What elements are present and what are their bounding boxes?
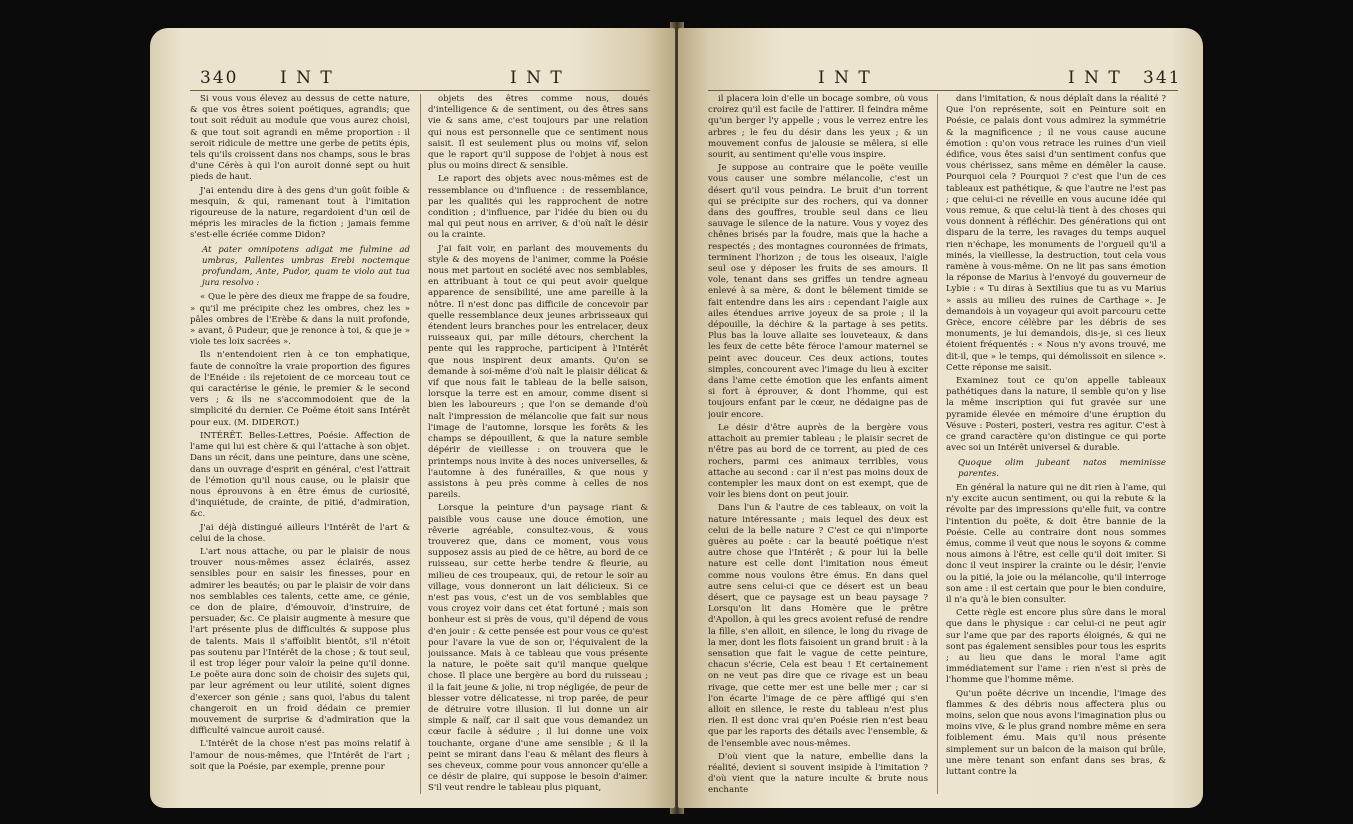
paragraph: objets des êtres comme nous, doués d'intelligence & de sentiment, ou des êtres sans vie & sans ame, c'est toujours par une relation qui nous est personnelle que ce sentiment nous saisit. Il est seulement plus ou moins vif, selon que le raport qu'il suppose de l'objet à nous est plus ou moins direct & sensible.: [428, 94, 648, 172]
left-column-2: [428, 94, 648, 794]
running-head-right-2: I N T: [1068, 68, 1122, 88]
column-divider-left: [420, 94, 421, 794]
paragraph: INTÉRÊT. Belles-Lettres, Poésie. Affection de l'ame qui lui est chère & qui l'attache à son objet. Dans un récit, dans une peinture, dans une scène, dans un ouvrage d'esprit en général, c'est l'attrait de l'émotion qu'il nous cause, ou le plaisir que nous éprouvons à en être émus de curiosité, d'inquiétude, de crainte, de pitié, d'admiration, &c.: [190, 430, 410, 520]
paragraph: Le désir d'être auprès de la bergère vous attachoit au premier tableau ; le plaisir secret de n'être pas au bord de ce torrent, au pied de ces rochers, parmi ces animaux terribles, vous attache au second : car il n'est pas moins doux de contempler les maux dont on est exempt, que de voir les biens dont on peut jouir.: [708, 422, 928, 501]
left-page: [150, 28, 675, 808]
paragraph: D'où vient que la nature, embellie dans la réalité, devient si souvent insipide à l'imitation ? d'où vient que la nature inculte & brute nous enchante: [708, 751, 928, 794]
running-head-right-1: I N T: [818, 68, 872, 88]
paragraph: « Que le père des dieux me frappe de sa foudre, » qu'il me précipite chez les ombres, chez les » pâles ombres de l'Erèbe & dans la nuit profonde, » avant, ô Pudeur, que je renonce à toi, & que je » viole tes loix sacrées ».: [190, 292, 410, 348]
paragraph: Ils n'entendoient rien à ce ton emphatique, faute de connoître la vraie proportion des figures de l'Enéide : ils rejetoient de ce morceau tout ce qui caractérise le génie, le premier & le second vers ; & ils ne s'accommodoient que de la simplicité du dernier. Ce Poëme étoit sans Intérêt pour eux. (M. DIDEROT.): [190, 350, 410, 428]
paragraph: Qu'un poëte décrive un incendie, l'image des flammes & des débris nous affectera plus ou moins, selon que nous avons l'imagination plus ou moins vive, & le plus grand nombre même en sera foiblement ému. Mais qu'il nous présente simplement sur un balcon de la maison qui brûle, une mère tenant son enfant dans ses bras, & luttant contre la: [946, 688, 1166, 777]
paragraph: Je suppose au contraire que le poëte veuille vous causer une sombre mélancolie, c'est un désert qu'il vous peindra. Le bruit d'un torrent qui se précipite sur des rochers, qui va donner dans des gouffres, trouble seul dans ce lieu sauvage le silence de la nature. Vous y voyez des chênes brisés par la foudre, mais que la hache a respectés ; des montagnes couronnées de frimats, terminent l'horizon ; de tous les oiseaux, l'aigle seul ose y déposer les fruits de ses amours. Il vole, tenant dans ses griffes un tendre agneau enlevé à sa mère, & dont le bêlement timide se fait entendre dans les airs : cependant l'aigle aux ailes étendues arrive joyeux de sa proie ; il la dépouille, la déchire & la partage à ses petits. Plus bas la louve allaite ses louveteaux, & dans les feux de cette bête féroce l'amour maternel se peint avec douceur. Ces deux actions, toutes simples, concourent avec l'image du lieu à exciter dans l'ame cette émotion que les enfants aiment si fort à éprouver, & dont l'homme, qui est toujours enfant par le cœur, ne dédaigne pas de jouir encore.: [708, 163, 928, 420]
right-column-2: [946, 94, 1166, 794]
paragraph: L'art nous attache, ou par le plaisir de nous trouver nous-mêmes assez éclairés, assez sensibles pour en saisir les finesses, pour en admirer les beautés; ou par le plaisir de voir dans nos semblables ces talents, cette ame, ce génie, ce don de plaire, d'émouvoir, d'instruire, de persuader, &c. Ce plaisir augmente à mesure que l'art présente plus de difficultés & suppose plus de talents. Mais il s'affoiblit bientôt, s'il n'étoit pas soutenu par l'Intérêt de la chose ; & tout seul, il est trop léger pour valoir la peine qu'il donne. Le poëte aura donc soin de choisir des sujets qui, par leur agrément ou leur utilité, soient dignes d'exercer son génie ; sans quoi, l'abus du talent changeroit en un froid dédain ce premier mouvement de surprise & d'admiration que la difficulté vaincue auroit causé.: [190, 546, 410, 737]
paragraph: J'ai déjà distingué ailleurs l'Intérêt de l'art & celui de la chose.: [190, 522, 410, 544]
column-divider-right: [937, 94, 938, 794]
paragraph: Si vous vous élevez au dessus de cette nature, & que vos êtres soient poétiques, agrandis; que tout soit réduit au module que vous aurez choisi, & que tout soit agrandi en même proportion : il seroit ridicule de mettre une gerbe de petits épis, tels qu'ils croissent dans nos champs, sous le bras d'une Cérès à qui l'on auroit donné sept ou huit pieds de haut.: [190, 94, 410, 183]
page-number-left: 340: [200, 68, 239, 88]
running-head-left-1: I N T: [280, 68, 334, 88]
paragraph: Lorsque la peinture d'un paysage riant & paisible vous cause une douce émotion, une rêverie agréable, consultez-vous, & vous trouverez que, dans ce moment, vous vous supposez assis au pied de ce hêtre, au bord de ce ruisseau, sur cette herbe tendre & fleurie, au milieu de ces troupeaux, qui, de retour le soir au village, vous donneront un lait délicieux. Si ce n'est pas vous, c'est un de vos semblables que vous croyez voir dans cet état fortuné ; mais son bonheur est si près de vous, qu'il dépend de vous d'en jouir : & cette pensée est pour vous ce qu'est pour l'avare la vue de son or, l'équivalent de la jouissance. Mais à ce tableau que vous présente la nature, le poëte sait qu'il manque quelque chose. Il place une bergère au bord du ruisseau ; il la fait jeune & jolie, ni trop négligée, de peur de blesser votre délicatesse, ni trop parée, de peur de détruire votre illusion. Il lui donne un air simple & naïf, car il sait que vous demandez un cœur facile à séduire ; il lui donne une voix touchante, organe d'une ame sensible ; & il la peint se mirant dans l'eau & mêlant des fleurs à ses cheveux, comme pour vous annoncer qu'elle a ce désir de plaire, qui suppose le besoin d'aimer. S'il veut rendre le tableau plus piquant,: [428, 503, 648, 794]
paragraph: J'ai fait voir, en parlant des mouvements du style & des moyens de l'animer, comme la Poésie nous met partout en société avec nos semblables, en attribuant à tout ce qui peut avoir quelque apparence de sensibilité, une ame pareille à la nôtre. Il n'est donc pas difficile de concevoir par quelle ressemblance deux jeunes arbrisseaux qui étendent leurs branches pour les entrelacer, deux ruisseaux qui, par mille détours, cherchent la pente qui les rapproche, participent à l'Intérêt que nous inspirent deux amants. Qu'on se demande à soi-même d'où naît le plaisir délicat & vif que nous fait le tableau de la belle saison, lorsque la terre est en amour, comme disent si bien les laboureurs ; que l'on se demande d'où naît l'impression de mélancolie que fait sur nous l'image de l'automne, lorsque les forêts & les champs se dépouillent, & que la nature semble dépérir de vieillesse : on trouvera que le printemps nous invite à des noces universelles, & l'automne à des funérailles, & que nous y assistons à peu près comme à celles de nos pareils.: [428, 243, 648, 501]
paragraph: Dans l'un & l'autre de ces tableaux, on voit la nature intéressante ; mais lequel des deux est celui de la belle nature ? C'est ce qui n'importe guères au poëte : car la beauté poétique n'est autre chose que l'Intérêt ; & pour lui la belle nature est celle dont l'imitation nous émeut comme nous voulons être émus. En dans quel autre sens celui-ci que ce désert est un beau désert, que ce paysage est un beau paysage ? Lorsqu'on lit dans Homère que le prêtre d'Apollon, à qui les grecs avoient refusé de rendre la fille, s'en alloit, en silence, le long du rivage de la mer, dont les flots faisoient un grand bruit : à la sensation que fait le vague de cette peinture, chacun s'écrie, Cela est beau ! Et certainement on ne veut pas dire que ce rivage est un beau rivage, que cette mer est une belle mer ; car si l'on écarte l'image de ce père affligé qui s'en alloit en silence, le reste du tableau n'est plus rien. Il est donc vrai qu'en Poésie rien n'est beau que par les raports des détails avec l'ensemble, & de l'ensemble avec nous-mêmes.: [708, 503, 928, 749]
left-column-1: [190, 94, 410, 794]
right-page: [678, 28, 1203, 808]
paragraph: L'Intérêt de la chose n'est pas moins relatif à l'amour de nous-mêmes, que l'Intérêt de l'art ; soit que la Poésie, par exemple, prenne pour: [190, 739, 410, 772]
header-rule-right: [708, 90, 1178, 91]
paragraph: dans l'imitation, & nous déplaît dans la réalité ? Que l'on représente, soit en Peinture soit en Poésie, ce palais dont vous admirez la symmétrie & la magnificence ; il ne vous cause aucune émotion : qu'on vous retrace les ruines d'un vieil édifice, vous êtes saisi d'un sentiment confus que vous chérissez, sans même en démêler la cause. Pourquoi cela ? Pourquoi ? c'est que l'un de ces tableaux est pathétique, & que l'autre ne l'est pas ; que celui-ci ne réveille en vous aucune idée qui vous remue, & que celui-là tient à des choses qui vous donnent à réfléchir. Des générations qui ont disparu de la terre, les ravages du temps auquel rien n'échape, les monuments de l'orgueil qu'il a minés, la vieillesse, la destruction, tout cela vous ramène à vous-même. On ne lit pas sans émotion la réponse de Marius à l'envoyé du gouverneur de Lybie : « Tu diras à Sextilius que tu as vu Marius » assis au milieu des ruines de Carthage ». Je demandois à un voyageur qui avoit parcouru cette Grèce, encore célèbre par les débris de ses monuments, je lui demandois, dis-je, si ces lieux étoient fréquentés : « Nous n'y avons trouvé, me dit-il, que » le temps, qui démolissoit en silence ». Cette réponse me saisit.: [946, 94, 1166, 373]
paragraph: Cette règle est encore plus sûre dans le moral que dans le physique : car celui-ci ne peut agir sur l'ame que par des raports éloignés, & qui ne sont pas également sensibles pour tous les esprits ; au lieu que dans le moral l'ame agit immédiatement sur l'ame : rien n'est si près de l'homme que l'homme même.: [946, 608, 1166, 686]
header-rule-left: [190, 90, 650, 91]
page-number-right: 341: [1143, 68, 1182, 88]
paragraph: il placera loin d'elle un bocage sombre, où vous croirez qu'il est facile de l'attirer. Il feindra même qu'un berger l'y appelle ; vous le verrez entre les arbres ; le feu du désir dans les yeux ; & un mouvement confus de jalousie se mêlera, si elle sourit, au sentiment qu'elle vous inspire.: [708, 94, 928, 161]
running-head-left-2: I N T: [510, 68, 564, 88]
paragraph: Le raport des objets avec nous-mêmes est de ressemblance ou d'influence : de ressemblance, par les qualités qui les rapprochent de notre condition ; d'influence, par l'idée du bien ou du mal qui peut nous en arriver, & d'où naît le désir ou la crainte.: [428, 174, 648, 241]
paragraph: En général la nature qui ne dit rien à l'ame, qui n'y excite aucun sentiment, ou qui la rebute & la révolte par des impressions qu'elle fuit, va contre l'intention du poëte, & doit être bannie de la Poésie. Celle au contraire dont nous sommes émus, comme il veut que nous le soyons & comme nous aimons à l'être, est celle qu'il doit imiter. Si donc il veut inspirer la crainte ou le désir, l'envie ou la pitié, la joie ou la mélancolie, qu'il interroge son ame : il est certain que pour le bien conduire, il n'a qu'à le bien consulter.: [946, 482, 1166, 605]
right-column-1: [708, 94, 928, 794]
paragraph: Examinez tout ce qu'on appelle tableaux pathétiques dans la nature, il semble qu'on y lise la même inscription qui fut gravée sur une pyramide élevée en mémoire d'une éruption du Vésuve : Posteri, posteri, vestra res agitur. C'est à ce grand caractère qu'on distingue ce qui porte avec soi un Intérêt universel & durable.: [946, 376, 1166, 454]
latin-quote: At pater omnipotens adigat me fulmine ad umbras, Pallentes umbras Erebi noctemque profundam, Ante, Pudor, quam te violo aut tua jura resolvo :: [202, 244, 410, 289]
latin-quote: Quoque olim jubeant natos meminisse parentes.: [958, 457, 1166, 479]
paragraph: J'ai entendu dire à des gens d'un goût foible & mesquin, & qui, ramenant tout à l'imitation rigoureuse de la nature, regardoient d'un œil de mépris les miracles de la fiction ; jamais femme s'est-elle écriée comme Didon?: [190, 185, 410, 241]
book-spread: [150, 8, 1203, 818]
